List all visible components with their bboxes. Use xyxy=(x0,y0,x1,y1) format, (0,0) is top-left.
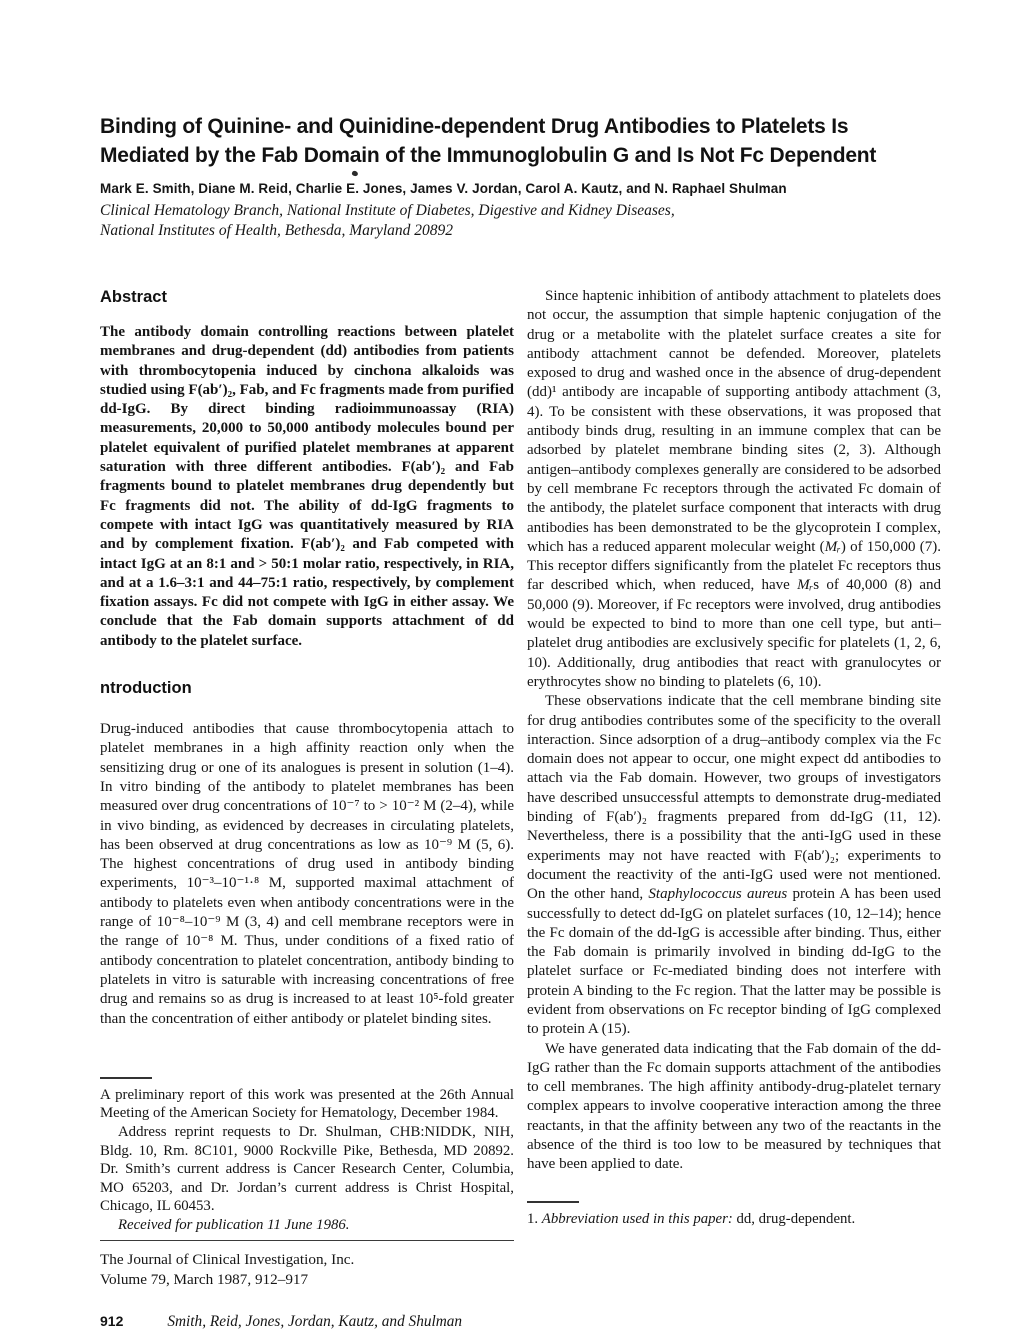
footnote-separator-rule xyxy=(100,1077,152,1079)
journal-info-rule xyxy=(100,1240,514,1241)
molecular-weight-symbol: Mᵣ xyxy=(824,538,841,555)
journal-info xyxy=(100,1250,514,1291)
footnote-received-date: Received for publication 11 June 1986. xyxy=(118,1216,350,1233)
abstract-heading: Abstract xyxy=(100,288,167,306)
authors-line: Mark E. Smith, Diane M. Reid, Charlie E. Jones, James V. Jordan, Carol A. Kautz, and N. Raphael Shulman xyxy=(100,181,787,196)
species-name: Staphylococcus aureus xyxy=(648,886,788,903)
article-header xyxy=(100,113,945,241)
paper-title xyxy=(100,113,945,170)
footnote-reprint-address: Address reprint requests to Dr. Shulman, CHB:NIDDK, NIH, Bldg. 10, Rm. 8C101, 9000 Rockville Pike, Bethesda, MD 20892. Dr. Smith’s current address is Cancer Research Center, Columbia, MO 65203, and Dr. Jordan’s current address is Christ Hospital, Chicago, IL 60453. xyxy=(100,1123,514,1215)
paper-title-line-1: Binding of Quinine- and Quinidine-dependent Drug Antibodies to Platelets Is xyxy=(100,115,849,138)
footnote-preliminary-report: A preliminary report of this work was presented at the 26th Annual Meeting of the American Society for Hematology, December 1984. xyxy=(100,1086,514,1122)
introduction-heading: ntroduction xyxy=(100,679,192,698)
page-footer xyxy=(100,1312,514,1331)
intro-continued-paragraph-2: These observations indicate that the cell membrane binding site for drug antibodies contributes some of the specificity to the overall interaction. Since adsorption of a drug–antibody complex via the Fc domain does not appear to occur, one might expect dd antibodies to attach via the Fab domain. However, two groups of investigators have described unsuccessful attempts to demonstrate drug-mediated binding of F(ab′)₂ fragments prepared from dd-IgG (11, 12). Nevertheless, there is a possibility that the anti-IgG used in these experiments may not have reacted with F(ab′)₂; experiments to document the reactivity of the anti-IgG used were not mentioned. On the other hand, Staphylococcus aureus protein A has been used successfully to detect dd-IgG on platelet surfaces (10, 12–14); hence the Fc domain of the dd-IgG is accessible after binding. Thus, either the Fab domain is primarily involved in binding dd-IgG to the platelet surface or Fc-mediated binding does not interfere with protein A binding to the Fc region. That the latter may be possible is evident from observations on Fc receptor binding of IgG complexed to protein A (15). xyxy=(527,693,941,1038)
affiliation xyxy=(100,201,945,241)
affiliation-line-2: National Institutes of Health, Bethesda, Maryland 20892 xyxy=(100,222,454,239)
page-number: 912 xyxy=(100,1312,124,1329)
abstract-body: The antibody domain controlling reactions between platelet membranes and drug-dependent (dd) antibodies from patients with thrombocytopenia induced by cinchona alkaloids was studied using F(ab′)₂, Fab, and Fc fragments made from purified dd-IgG. By direct binding radioimmunoassay (RIA) measurements, 20,000 to 50,000 antibody molecules bound per platelet equivalent of purified platelet membranes at apparent saturation with three different antibodies. F(ab′)₂ and Fab fragments bound to platelet membranes drug dependently but Fc fragments did not. The ability of dd-IgG fragments to compete with intact IgG was quantitatively measured by RIA and by complement fixation. F(ab′)₂ and Fab competed with intact IgG at an 8:1 and > 50:1 molar ratio, respectively, in RIA, and at a 1.6–3:1 and 44–75:1 ratio, respectively, by complement fixation assays. Fc did not compete with IgG in either assay. We conclude that the Fab domain supports attachment of dd antibody to the platelet surface. xyxy=(100,324,514,649)
right-column xyxy=(527,287,941,1228)
abbreviation-separator-rule xyxy=(527,1201,579,1203)
abbreviation-label: Abbreviation used in this paper: xyxy=(541,1210,733,1227)
journal-name: The Journal of Clinical Investigation, Inc. xyxy=(100,1250,355,1268)
abbreviation-footnote: 1. Abbreviation used in this paper: dd, drug-dependent. xyxy=(527,1210,856,1227)
paper-title-line-2: Mediated by the Fab Domain of the Immunoglobulin G and Is Not Fc Dependent xyxy=(100,143,877,167)
intro-continued-paragraph-3: We have generated data indicating that the Fab domain of the dd-IgG rather than the Fc domain supports attachment of the antibodies to cell membranes. The high affinity antibody-drug-platelet ternary complex appears to involve cooperative interaction among the three reactants, in that the affinity between any two of the reactants in the absence of the third is too low to be measured by techniques that have been applied to date. xyxy=(527,1040,941,1173)
intro-continued-paragraph-1: Since haptenic inhibition of antibody attachment to platelets does not occur, the assumption that simple haptenic conjugation of the drug or a metabolite with the platelet surface creates a site for antibody attachment cannot be defended. Moreover, platelets exposed to drug and washed once in the absence of drug-dependent (dd)¹ antibody are incapable of supporting antibody attachment (3, 4). To be consistent with these observations, it was proposed that antibody binds drug, resulting in an immune complex that can be adsorbed by platelet membrane binding sites (2, 3). Although antigen–antibody complexes generally are considered to be adsorbed by cell membrane Fc receptors through the activated Fc domain of the antibody, the platelet surface component that interacts with drug antibodies has been demonstrated to be the glycoprotein I complex, which has a reduced apparent molecular weight (Mᵣ) of 150,000 (7). This receptor differs significantly from the platelet Fc receptors thus far described which, when reduced, have Mᵣs of 40,000 (8) and 50,000 (9). Moreover, if Fc receptors were involved, drug antibodies would be expected to bind to more than one cell type, but anti–platelet drug antibodies are exclusively specific for platelets (1, 2, 6, 10). Additionally, drug antibodies that react with granulocytes or erythrocytes show no binding to platelets (6, 10). xyxy=(527,288,941,690)
ink-blot-artifact xyxy=(351,170,358,177)
left-column xyxy=(100,287,514,1331)
affiliation-line-1: Clinical Hematology Branch, National Institute of Diabetes, Digestive and Kidney Diseases, xyxy=(100,202,675,219)
right-footnote-block xyxy=(527,1201,941,1229)
running-authors: Smith, Reid, Jones, Jordan, Kautz, and Shulman xyxy=(167,1312,463,1330)
journal-volume: Volume 79, March 1987, 912–917 xyxy=(100,1271,309,1289)
molecular-weight-symbol: Mᵣ xyxy=(797,577,814,594)
introduction-paragraph: Drug-induced antibodies that cause thrombocytopenia attach to platelet membranes in a high affinity reaction only when the sensitizing drug or one of its analogues is present in solution (1–4). In vitro binding of the antibody to platelet membranes has been measured over drug concentrations of 10⁻⁷ to > 10⁻² M (2–4), while in vivo binding, as evidenced by decreases in circulating platelets, has been observed at drug concentrations as low as 10⁻⁹ M (5, 6). The highest concentrations of drug used in antibody binding experiments, 10⁻³–10⁻¹·⁸ M, supported maximal attachment of antibody to platelets even when antibody concentrations were in the range of 10⁻⁸–10⁻⁹ M (3, 4) and cell membrane receptors were in the range of 10⁻⁸ M. Thus, under conditions of a fixed ratio of antibody concentration to platelet concentration, antibody binding to platelets in vitro is saturable with increasing concentrations of free drug and remains so as drug is increased to at least 10⁵-fold greater than the concentration of either antibody or platelet binding sites. xyxy=(100,721,514,1027)
left-footnote-block xyxy=(100,1077,514,1235)
